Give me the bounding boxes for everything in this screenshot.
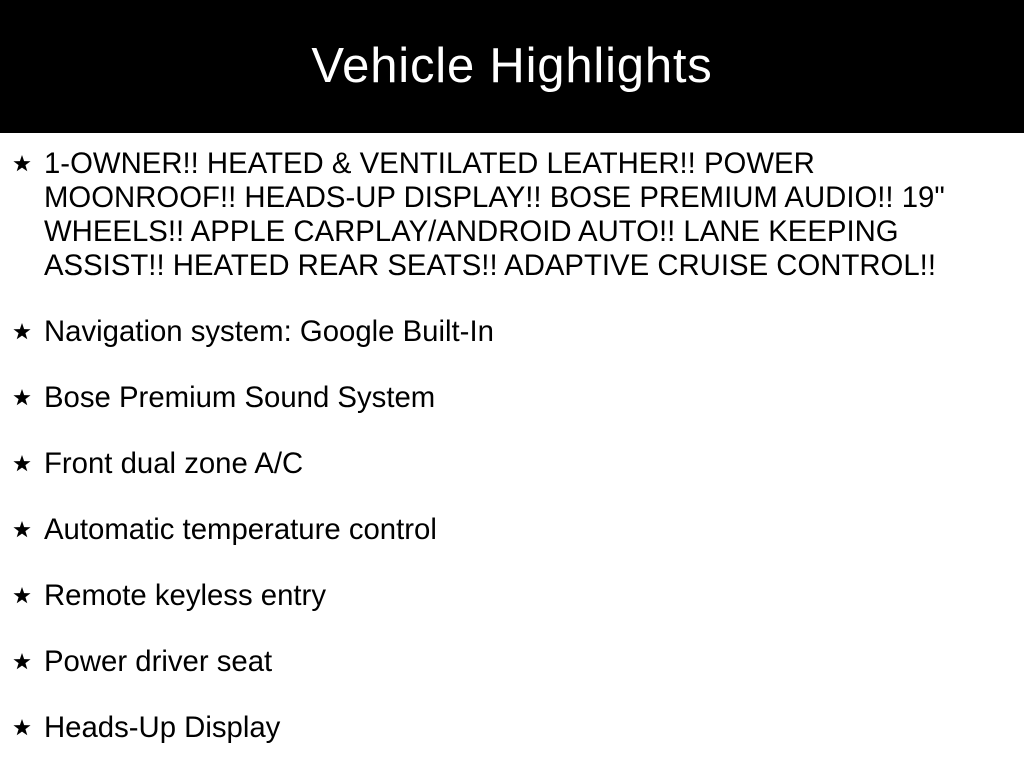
page-title: Vehicle Highlights (311, 38, 713, 93)
highlight-item (13, 315, 994, 349)
highlight-text: Power driver seat (44, 645, 273, 678)
highlights-list (0, 133, 1024, 745)
star-bullet-icon (13, 389, 31, 407)
highlight-text: 1-OWNER!! HEATED & VENTILATED LEATHER!! POWER MOONROOF!! HEADS-UP DISPLAY!! BOSE PREMIUM AUDIO!! 19" WHEELS!! APPLE CARPLAY/ANDROID AUTO!! LANE KEEPING ASSIST!! HEATED REAR SEATS!! ADAPTIVE CRUISE CONTROL!! (44, 147, 945, 282)
star-bullet-icon (13, 521, 31, 539)
highlight-item (13, 147, 994, 283)
highlight-item (13, 645, 994, 679)
highlight-item (13, 447, 994, 481)
star-bullet-icon (13, 587, 31, 605)
highlight-item (13, 513, 994, 547)
star-bullet-icon (13, 653, 31, 671)
highlight-text: Remote keyless entry (44, 579, 326, 612)
star-bullet-icon (13, 155, 31, 173)
highlight-item (13, 579, 994, 613)
highlight-text: Front dual zone A/C (44, 447, 304, 480)
star-bullet-icon (13, 455, 31, 473)
star-bullet-icon (13, 323, 31, 341)
star-bullet-icon (13, 719, 31, 737)
highlight-text: Bose Premium Sound System (44, 381, 436, 414)
highlight-text: Automatic temperature control (44, 513, 437, 546)
highlight-item (13, 711, 994, 745)
header-banner (0, 0, 1024, 133)
highlight-text: Heads-Up Display (44, 711, 281, 744)
highlight-item (13, 381, 994, 415)
highlight-text: Navigation system: Google Built-In (44, 315, 494, 348)
